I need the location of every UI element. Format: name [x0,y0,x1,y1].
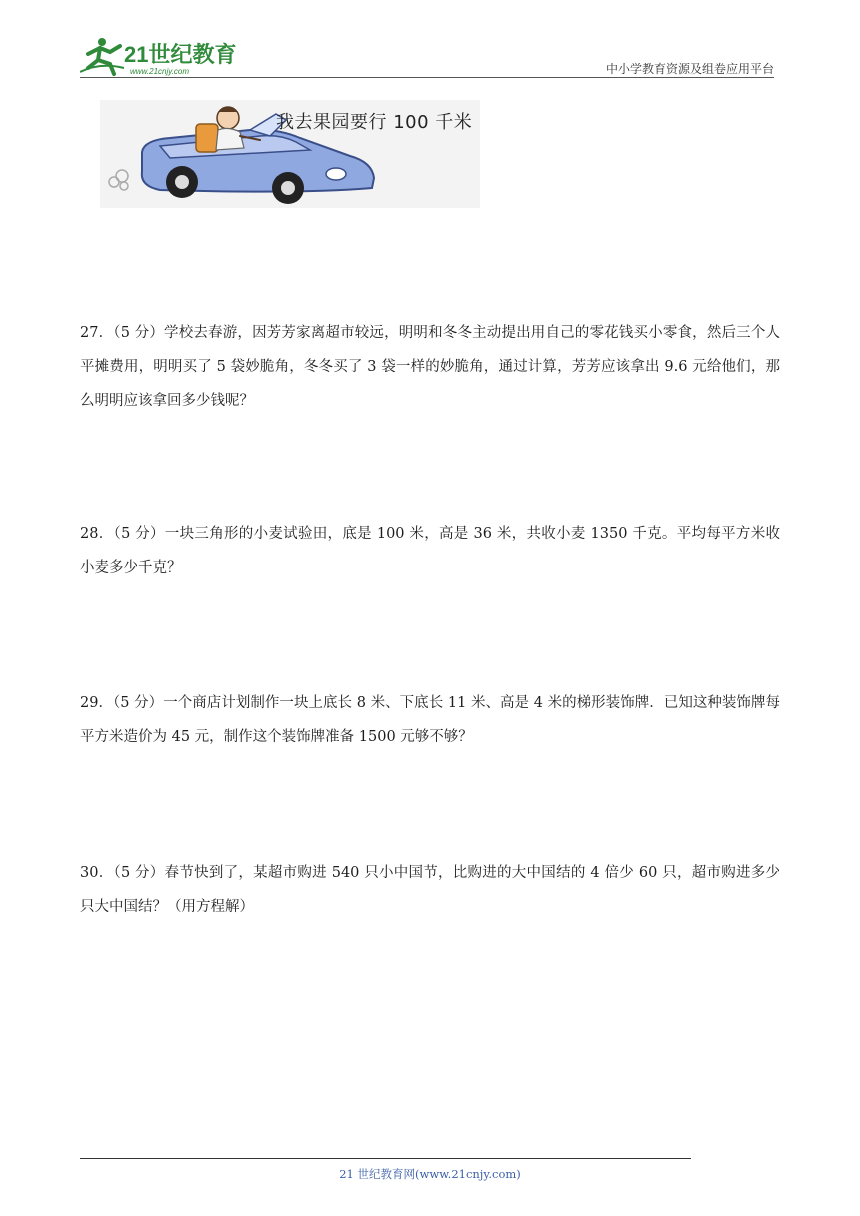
svg-text:www.21cnjy.com: www.21cnjy.com [130,67,189,76]
runner-logo-icon [80,38,124,74]
header-divider [80,77,774,78]
car-illustration [100,100,480,208]
platform-name: 中小学教育资源及组卷应用平台 [605,62,774,76]
illustration-caption: 我去果园要行 100 千米 [276,112,473,133]
site-logo [80,34,250,78]
question-27: 27．（5 分）学校去春游，因芳芳家离超市较远，明明和冬冬主动提出用自己的零花钱买小零食，然后三个人平摊费用，明明买了 5 袋妙脆角，冬冬买了 3 袋一样的妙脆角，通过计算，芳芳应该拿出 9.6 元给他们，那么明明应该拿回多少钱呢？ [80,325,780,409]
question-28: 28．（5 分）一块三角形的小麦试验田，底是 100 米，高是 36 米，共收小麦 1350 千克。平均每平方米收小麦多少千克？ [80,526,780,576]
footer-link[interactable]: 21 世纪教育网(www.21cnjy.com) [339,1167,521,1181]
footer-divider [80,1158,691,1159]
question-30: 30．（5 分）春节快到了，某超市购进 540 只小中国节，比购进的大中国结的 4 倍少 60 只，超市购进多少只大中国结？（用方程解） [80,865,780,915]
question-29: 29．（5 分）一个商店计划制作一块上底长 8 米、下底长 11 米、高是 4 米的梯形装饰牌．已知这种装饰牌每平方米造价为 45 元，制作这个装饰牌准备 1500 元够不够？ [80,695,780,745]
svg-text:21世纪教育: 21世纪教育 [124,42,237,67]
